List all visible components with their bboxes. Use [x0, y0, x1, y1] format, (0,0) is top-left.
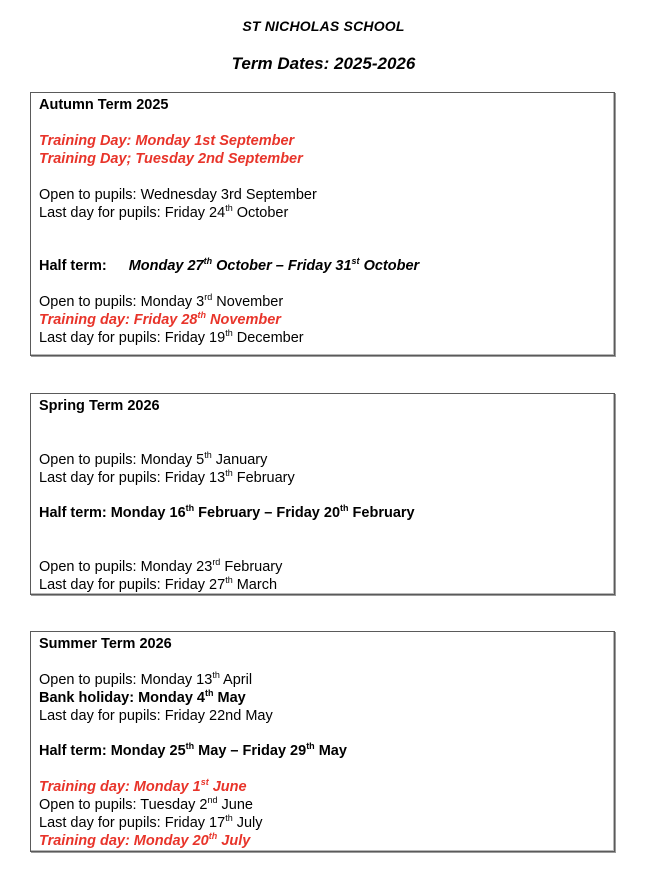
spring-last-day: Last day for pupils: Friday 13th February — [39, 468, 295, 486]
autumn-heading: Autumn Term 2025 — [39, 97, 169, 113]
summer-last-day: Last day for pupils: Friday 22nd May — [39, 708, 273, 724]
autumn-half-term: Half term: Monday 27th October – Friday 31st October — [39, 256, 420, 274]
autumn-last-day: Last day for pupils: Friday 24th October — [39, 203, 289, 221]
summer-half-term: Half term: Monday 25th May – Friday 29th May — [39, 741, 347, 759]
summer-open: Open to pupils: Monday 13th April — [39, 670, 253, 688]
spring-open-2: Open to pupils: Monday 23rd February — [39, 557, 283, 575]
page-title: Term Dates: 2025-2026 — [231, 54, 416, 73]
autumn-training-day-1: Training Day: Monday 1st September — [39, 133, 295, 149]
autumn-training-day-2: Training Day; Tuesday 2nd September — [39, 151, 303, 167]
summer-training-day-1: Training day: Monday 1st June — [39, 777, 247, 795]
school-name: ST NICHOLAS SCHOOL — [242, 18, 405, 34]
spring-term-box — [30, 393, 615, 595]
spring-heading: Spring Term 2026 — [39, 398, 160, 414]
summer-last-day-2: Last day for pupils: Friday 17th July — [39, 813, 263, 831]
spring-half-term: Half term: Monday 16th February – Friday 20th February — [39, 503, 415, 521]
autumn-training-day-3: Training day: Friday 28th November — [39, 310, 281, 328]
summer-bank-holiday: Bank holiday: Monday 4th May — [39, 688, 246, 706]
spring-last-day-2: Last day for pupils: Friday 27th March — [39, 575, 278, 593]
autumn-term-box — [30, 92, 615, 356]
summer-heading: Summer Term 2026 — [39, 636, 172, 652]
spring-open: Open to pupils: Monday 5th January — [39, 450, 268, 468]
autumn-open-2: Open to pupils: Monday 3rd November — [39, 292, 284, 310]
summer-training-day-2: Training day: Monday 20th July — [39, 831, 251, 849]
summer-open-2: Open to pupils: Tuesday 2nd June — [39, 795, 253, 813]
autumn-last-day-2: Last day for pupils: Friday 19th December — [39, 328, 304, 346]
summer-term-box — [30, 631, 615, 852]
autumn-open: Open to pupils: Wednesday 3rd September — [39, 187, 317, 203]
